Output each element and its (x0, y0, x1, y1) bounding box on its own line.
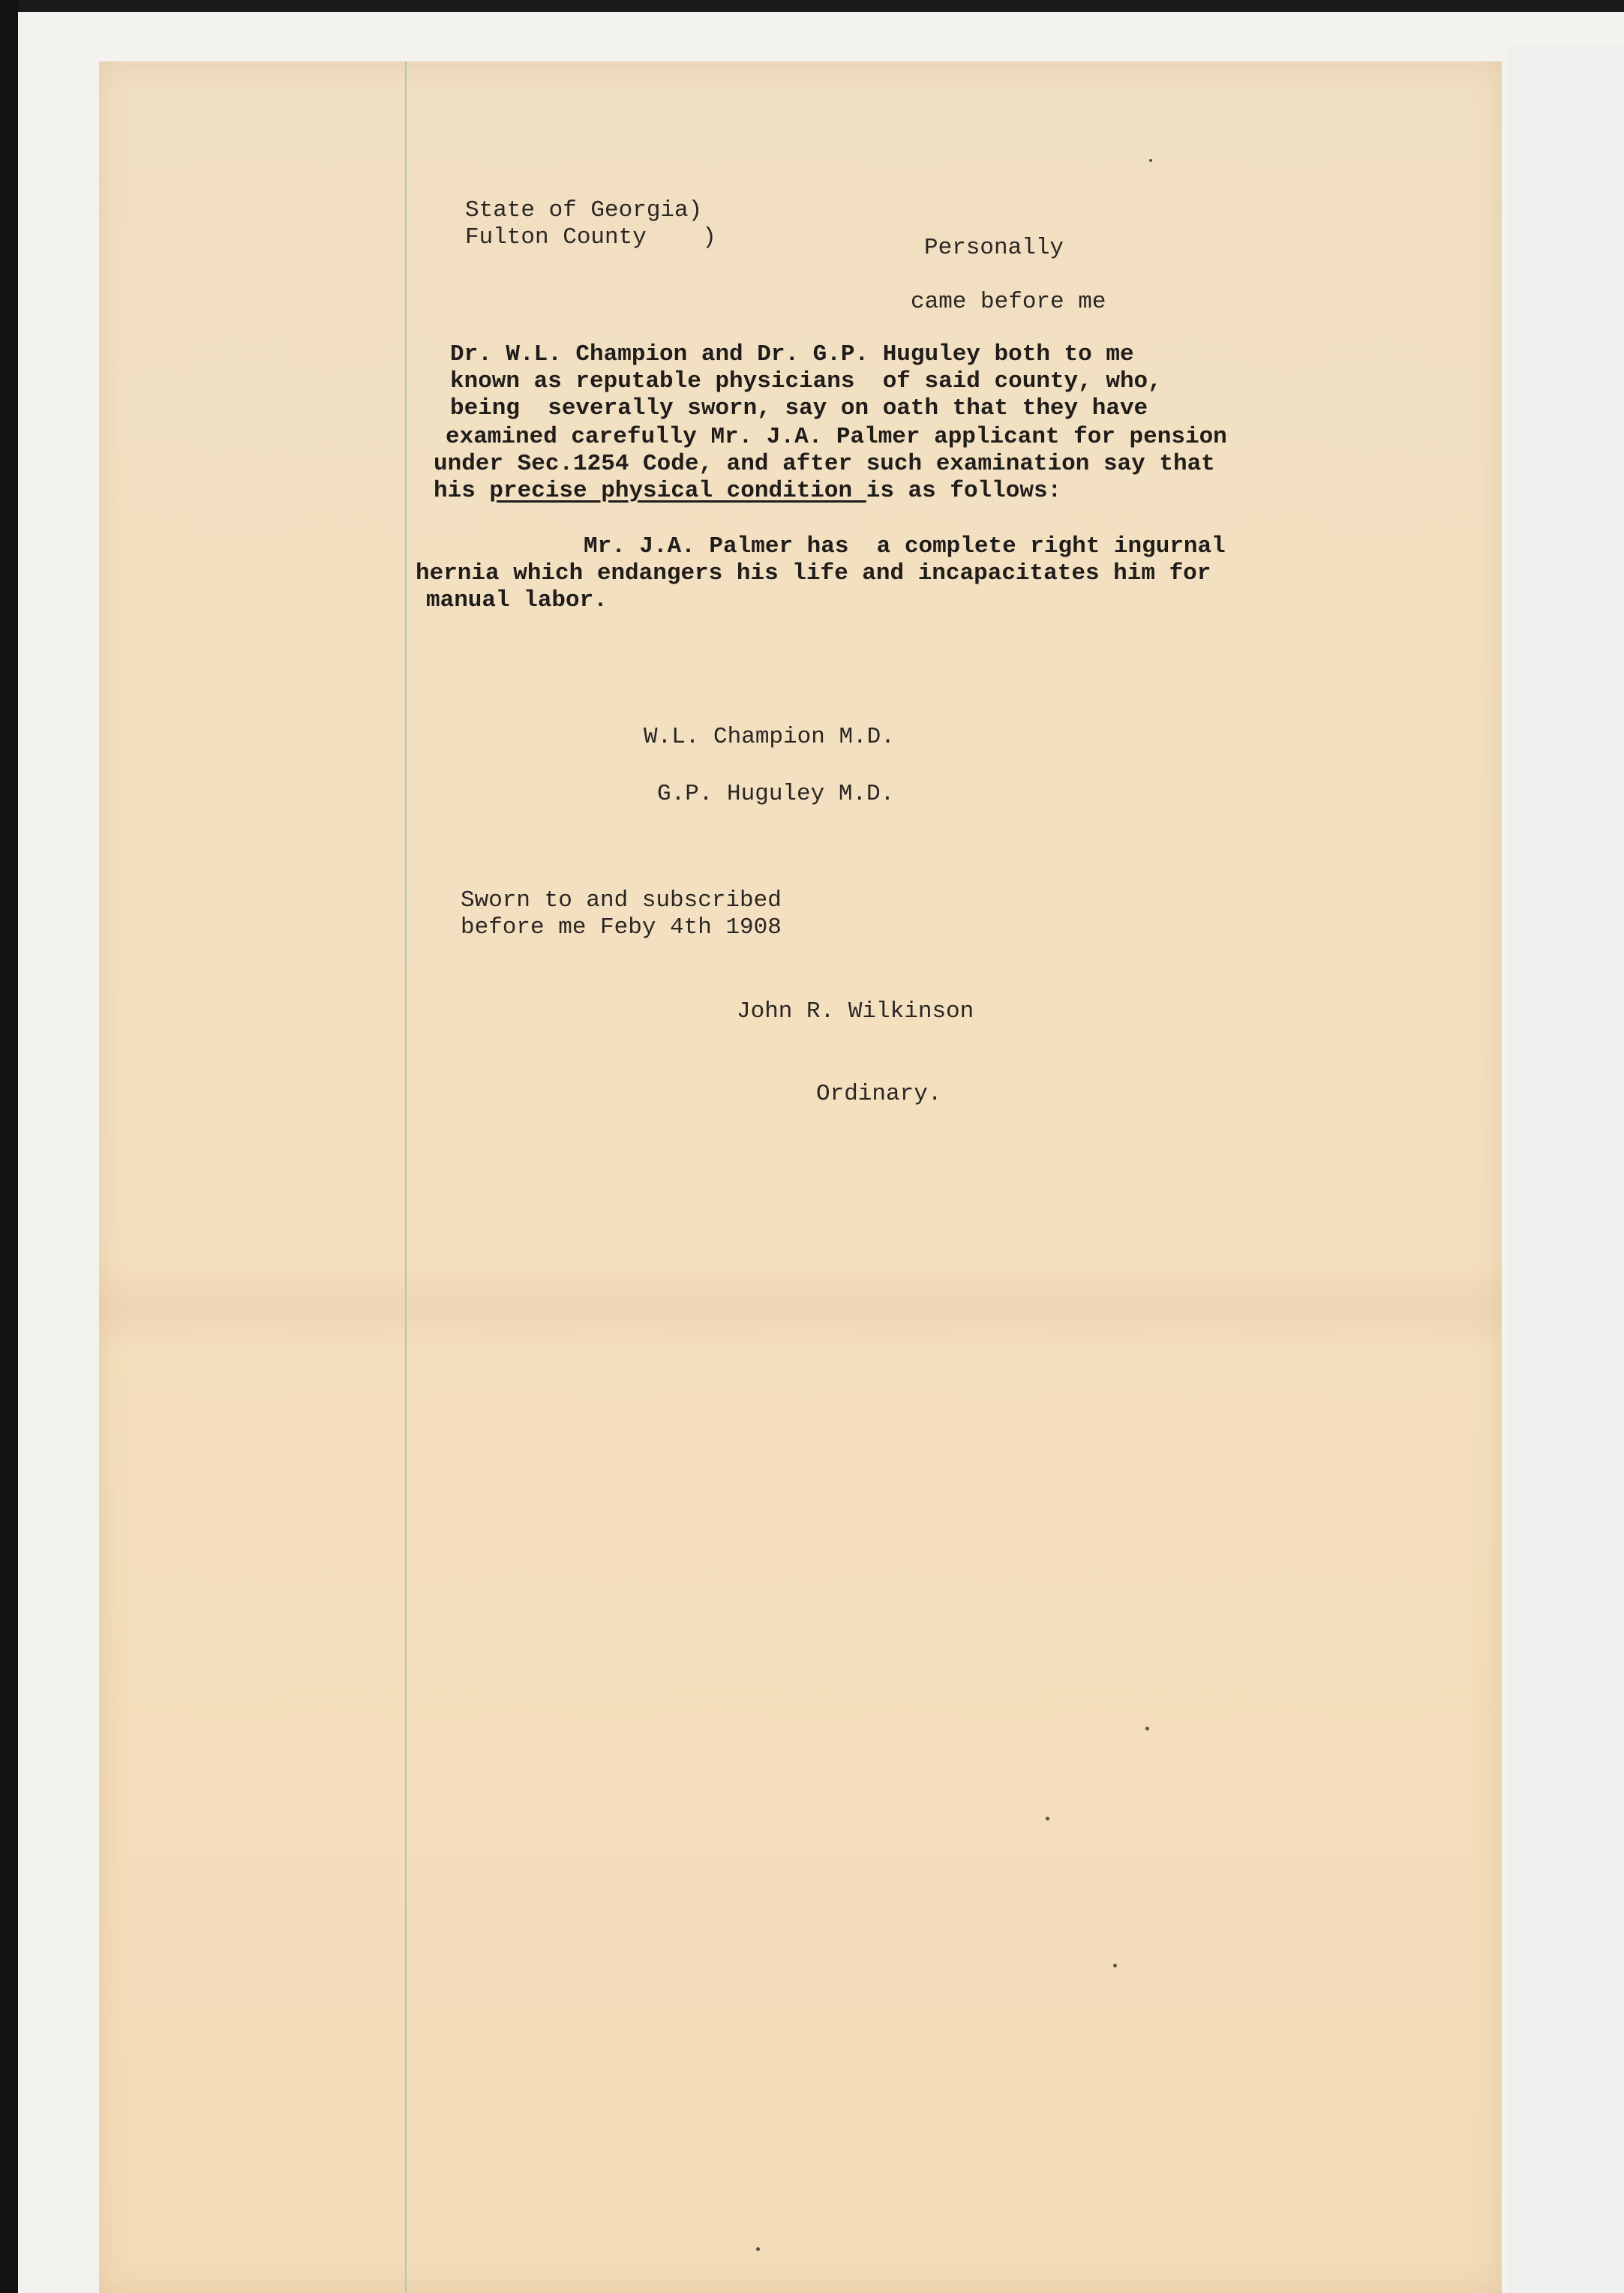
diagnosis-line-2: hernia which endangers his life and incapacitates him for (416, 560, 1211, 587)
affidavit-line-3: being severally sworn, say on oath that they have (450, 395, 1148, 422)
scanner-edge-top (0, 0, 1624, 12)
affidavit-line-2: known as reputable physicians of said county, who, (450, 368, 1162, 395)
ordinary-title: Ordinary. (816, 1081, 942, 1107)
scanner-edge-left (0, 0, 18, 2293)
ink-spot (1113, 1964, 1117, 1967)
ink-spot (756, 2247, 760, 2251)
precise-physical-condition: precise physical condition (489, 478, 866, 504)
venue-county: Fulton County ) (465, 224, 716, 251)
ink-spot (1149, 159, 1152, 162)
opening-personally: Personally (924, 235, 1064, 261)
jurat-line-2: before me Feby 4th 1908 (461, 914, 782, 941)
diagnosis-line-1: Mr. J.A. Palmer has a complete right ingurnal (584, 533, 1226, 560)
affidavit-line-6-prefix: his (434, 478, 490, 504)
affidavit-line-4: examined carefully Mr. J.A. Palmer applicant for pension (446, 424, 1227, 450)
affidavit-line-6-suffix: is as follows: (866, 478, 1062, 504)
physician-signature-champion: W.L. Champion M.D. (644, 724, 895, 750)
opening-came-before-me: came before me (911, 289, 1106, 315)
jurat-line-1: Sworn to and subscribed (461, 887, 782, 914)
ink-spot (1046, 1817, 1049, 1820)
ordinary-name: John R. Wilkinson (737, 998, 974, 1025)
ink-spot (1145, 1727, 1149, 1730)
affidavit-line-1: Dr. W.L. Champion and Dr. G.P. Huguley both to me (450, 341, 1134, 368)
paper-fold (99, 1262, 1502, 1352)
scanner-bed (1508, 45, 1624, 2293)
diagnosis-line-3: manual labor. (426, 587, 608, 614)
document-page (99, 62, 1502, 2293)
venue-state: State of Georgia) (465, 197, 703, 224)
affidavit-line-5: under Sec.1254 Code, and after such examination say that (434, 451, 1215, 477)
affidavit-line-6 (434, 477, 1061, 505)
margin-rule-line (405, 62, 407, 2293)
physician-signature-huguley: G.P. Huguley M.D. (657, 781, 895, 807)
